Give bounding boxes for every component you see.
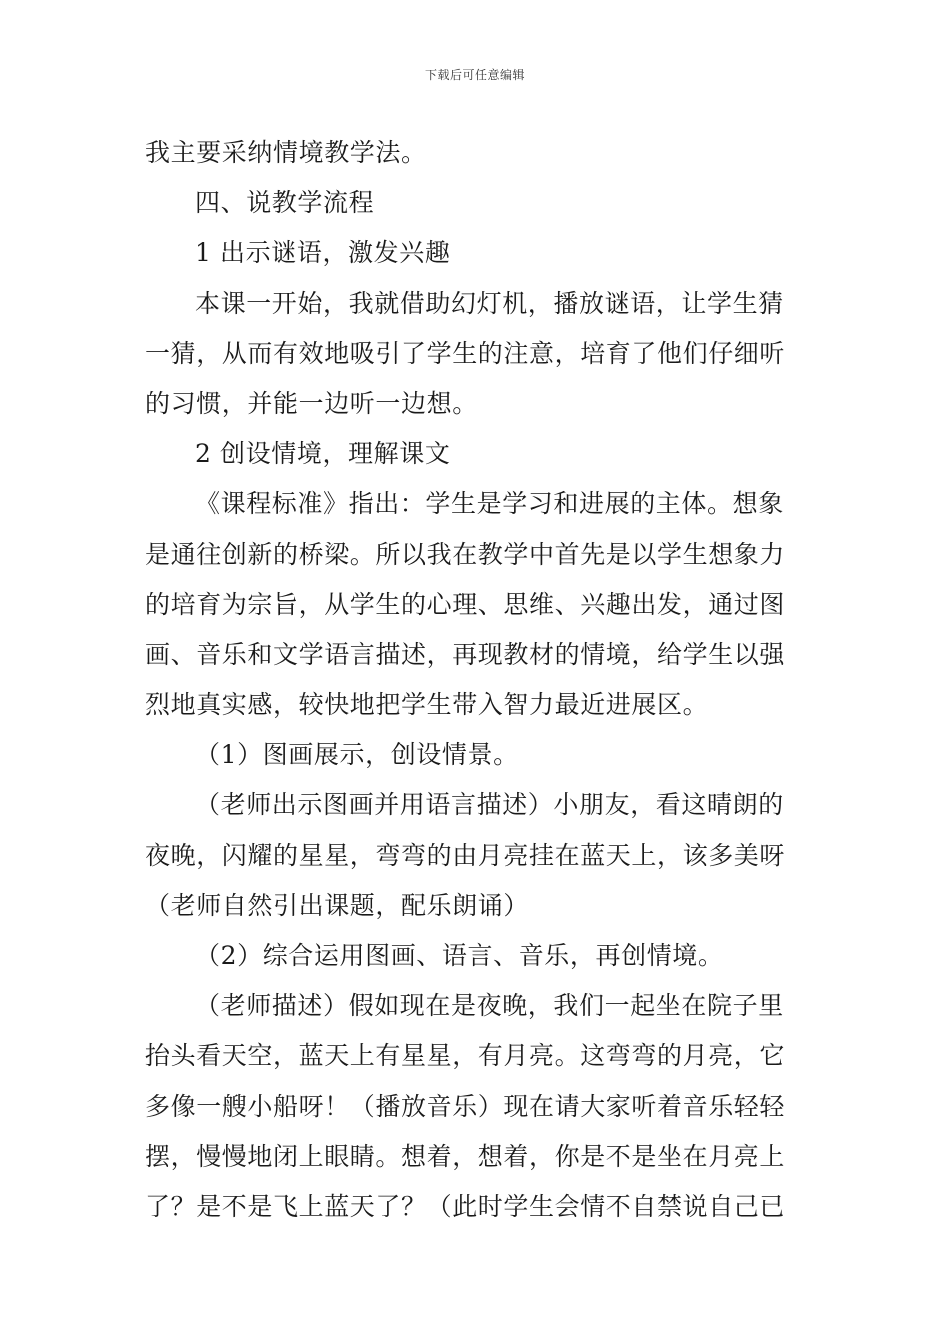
text-line: 的习惯，并能一边听一边想。 — [145, 388, 478, 418]
text-line: 了？是不是飞上蓝天了？（此时学生会情不自禁说自己已 — [145, 1191, 786, 1221]
text-line: 摆，慢慢地闭上眼睛。想着，想着，你是不是坐在月亮上 — [145, 1141, 786, 1171]
list-item-heading: （2）综合运用图画、语言、音乐，再创情境。 — [195, 941, 724, 970]
document-body — [145, 128, 813, 1232]
text-line: 一猜，从而有效地吸引了学生的注意，培育了他们仔细听 — [145, 338, 786, 368]
text-line: （老师描述）假如现在是夜晚，我们一起坐在院子里 — [195, 991, 784, 1021]
subsection-heading: 1 出示谜语，激发兴趣 — [195, 238, 451, 268]
text-line: （老师自然引出课题，配乐朗诵） — [145, 890, 530, 920]
text-line: 夜晚，闪耀的星星，弯弯的由月亮挂在蓝天上，该多美呀 — [145, 840, 786, 870]
text-line: 画、音乐和文学语言描述，再现教材的情境，给学生以强 — [145, 639, 786, 669]
text-line: 抬头看天空，蓝天上有星星，有月亮。这弯弯的月亮，它 — [145, 1041, 786, 1071]
text-line: 的培育为宗旨，从学生的心理、思维、兴趣出发，通过图 — [145, 589, 786, 619]
section-heading: 四、说教学流程 — [195, 188, 375, 218]
text-line: 《课程标准》指出：学生是学习和进展的主体。想象 — [195, 489, 784, 519]
text-line: 我主要采纳情境教学法。 — [145, 138, 427, 167]
list-item-heading: （1）图画展示，创设情景。 — [195, 740, 519, 770]
subsection-heading: 2 创设情境，理解课文 — [195, 439, 451, 469]
text-line: 多像一艘小船呀！（播放音乐）现在请大家听着音乐轻轻 — [145, 1091, 786, 1121]
text-line: 本课一开始，我就借助幻灯机，播放谜语，让学生猜 — [195, 288, 784, 318]
text-line: 是通往创新的桥梁。所以我在教学中首先是以学生想象力 — [145, 539, 786, 569]
page-header: 下载后可任意编辑 — [424, 68, 525, 82]
text-line: （老师出示图画并用语言描述）小朋友，看这晴朗的 — [195, 790, 784, 820]
text-line: 烈地真实感，较快地把学生带入智力最近进展区。 — [145, 690, 709, 720]
